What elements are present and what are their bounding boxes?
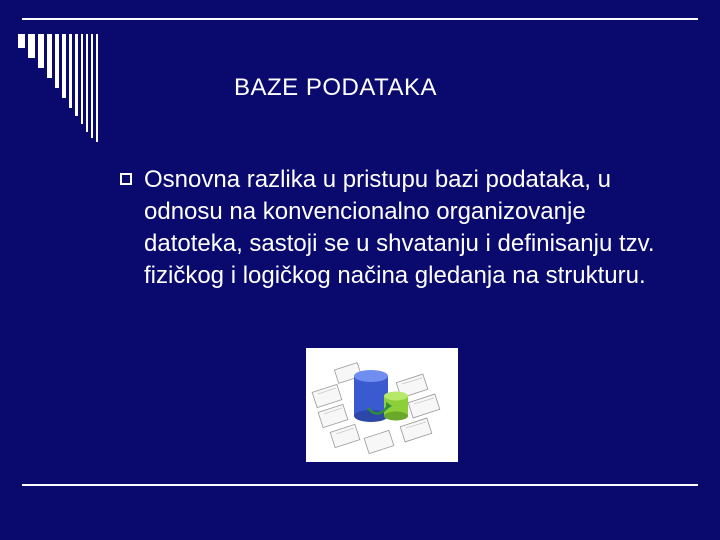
decorative-bars (18, 34, 118, 146)
slide-title: BAZE PODATAKA (234, 74, 437, 101)
bottom-divider (22, 484, 698, 486)
bullet-item (144, 164, 684, 292)
database-illustration (306, 348, 458, 462)
square-bullet-icon (120, 173, 132, 185)
top-divider (22, 18, 698, 20)
bullet-text: Osnovna razlika u pristupu bazi podataka, u odnosu na konvencionalno organizovanje datoteka, sastoji se u shvatanju i definisanju tzv. fizičkog i logičkog načina gledanja na strukturu. (144, 166, 655, 289)
database-icon (306, 348, 458, 462)
